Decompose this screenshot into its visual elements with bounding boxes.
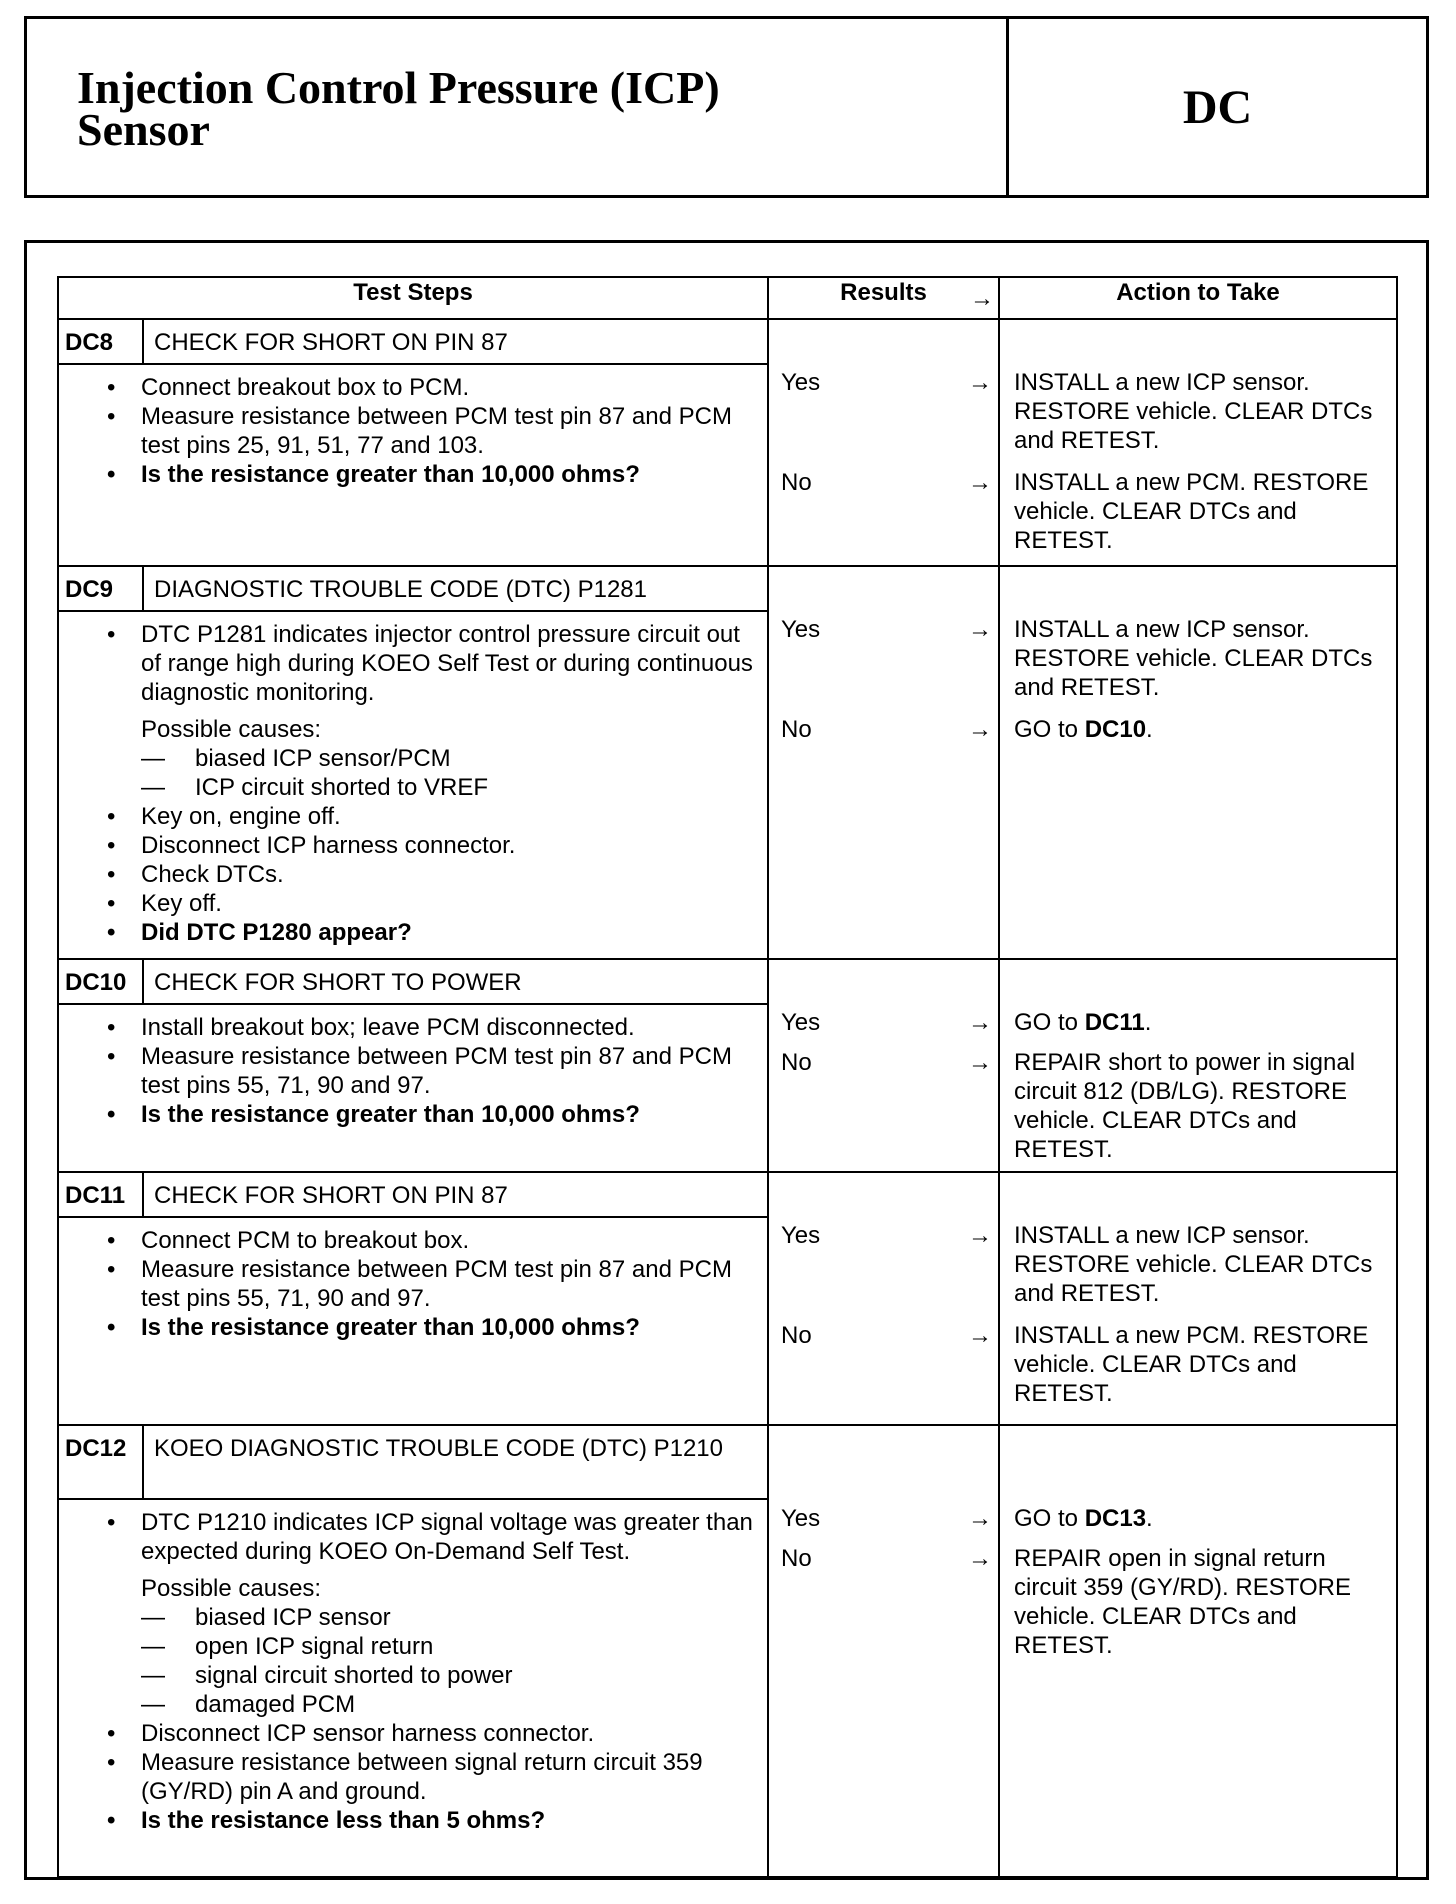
page-header: [24, 16, 1429, 198]
arrow-right-icon: →: [968, 469, 992, 496]
list-item: • Disconnect ICP harness connector.: [99, 831, 757, 860]
arrow-right-icon: →: [968, 1049, 992, 1076]
arrow-right-icon: →: [968, 716, 992, 743]
step-code: DC11: [58, 1172, 143, 1217]
step-body: [58, 1499, 768, 1877]
col-results: Results →: [768, 277, 999, 319]
list-item: • Check DTCs.: [99, 860, 757, 889]
result-no: No: [781, 716, 812, 743]
step-actions: [999, 566, 1397, 959]
step-actions: [999, 319, 1397, 566]
list-item: • DTC P1210 indicates ICP signal voltage was greater than expected during KOEO On-Demand Self Test.: [99, 1508, 757, 1566]
step-question: • Is the resistance greater than 10,000 ohms?: [99, 1313, 757, 1342]
cause-item: — ICP circuit shorted to VREF: [141, 774, 488, 801]
cause-item: — biased ICP sensor/PCM: [141, 745, 451, 772]
action-yes: GO to DC11.: [1014, 1009, 1152, 1036]
arrow-right-icon: →: [968, 1545, 992, 1572]
cause-item: — signal circuit shorted to power: [141, 1662, 513, 1689]
causes-label: Possible causes:: [141, 716, 322, 743]
step-results: [768, 566, 999, 959]
action-no: REPAIR short to power in signal circuit 812 (DB/LG). RESTORE vehicle. CLEAR DTCs and RETEST.: [1014, 1049, 1356, 1163]
step-title: KOEO DIAGNOSTIC TROUBLE CODE (DTC) P1210: [143, 1425, 768, 1499]
action-yes: INSTALL a new ICP sensor. RESTORE vehicle. CLEAR DTCs and RETEST.: [1014, 616, 1373, 701]
list-item: • Disconnect ICP sensor harness connector.: [99, 1719, 757, 1748]
causes-label: Possible causes:: [141, 1575, 322, 1602]
result-no: No: [781, 1049, 812, 1076]
goto-step-link[interactable]: DC13: [1084, 1505, 1147, 1532]
step-question: • Did DTC P1280 appear?: [99, 918, 757, 947]
step-results: [768, 959, 999, 1172]
goto-step-link[interactable]: DC10: [1084, 716, 1147, 743]
section-code: DC: [1182, 80, 1253, 134]
possible-causes: [99, 715, 757, 802]
table-row: [58, 566, 1397, 611]
cause-item: — open ICP signal return: [141, 1633, 434, 1660]
list-item: • Key off.: [99, 889, 757, 918]
col-test-steps: Test Steps: [58, 277, 768, 319]
step-body: [58, 1004, 768, 1172]
step-title: CHECK FOR SHORT TO POWER: [143, 959, 768, 1004]
step-actions: [999, 1172, 1397, 1425]
action-yes: INSTALL a new ICP sensor. RESTORE vehicle. CLEAR DTCs and RETEST.: [1014, 369, 1373, 454]
arrow-right-icon: →: [970, 285, 994, 312]
arrow-right-icon: →: [968, 369, 992, 396]
result-yes: Yes: [781, 1009, 821, 1036]
step-actions: [999, 959, 1397, 1172]
step-code: DC12: [58, 1425, 143, 1499]
list-item: • Key on, engine off.: [99, 802, 757, 831]
step-results: [768, 319, 999, 566]
table-row: [58, 1425, 1397, 1499]
step-question: • Is the resistance less than 5 ohms?: [99, 1806, 757, 1835]
step-results: [768, 1172, 999, 1425]
title-line-1: Injection Control Pressure (ICP): [77, 62, 720, 113]
arrow-right-icon: →: [968, 1505, 992, 1532]
step-code: DC10: [58, 959, 143, 1004]
step-body: [58, 364, 768, 566]
step-actions: [999, 1425, 1397, 1877]
test-steps-table: [57, 276, 1398, 1878]
arrow-right-icon: →: [968, 1222, 992, 1249]
arrow-right-icon: →: [968, 616, 992, 643]
result-no: No: [781, 469, 812, 496]
arrow-right-icon: →: [968, 1009, 992, 1036]
result-yes: Yes: [781, 1505, 821, 1532]
step-code: DC9: [58, 566, 143, 611]
list-item: • Install breakout box; leave PCM disconnected.: [99, 1013, 757, 1042]
step-results: [768, 1425, 999, 1877]
list-item: • Connect breakout box to PCM.: [99, 373, 757, 402]
col-action: Action to Take: [999, 277, 1397, 319]
action-no: INSTALL a new PCM. RESTORE vehicle. CLEAR DTCs and RETEST.: [1014, 469, 1369, 554]
arrow-right-icon: →: [968, 1322, 992, 1349]
action-no: INSTALL a new PCM. RESTORE vehicle. CLEAR DTCs and RETEST.: [1014, 1322, 1369, 1407]
result-yes: Yes: [781, 369, 821, 396]
step-question: • Is the resistance greater than 10,000 ohms?: [99, 1100, 757, 1129]
result-yes: Yes: [781, 616, 821, 643]
result-no: No: [781, 1545, 812, 1572]
step-title: CHECK FOR SHORT ON PIN 87: [143, 319, 768, 364]
table-row: [58, 319, 1397, 364]
action-yes: GO to DC13.: [1014, 1505, 1153, 1532]
step-body: [58, 611, 768, 959]
list-item: • DTC P1281 indicates injector control pressure circuit out of range high during KOEO Self Test or during continuous diagnostic monitoring.: [99, 620, 757, 707]
title-line-2: Sensor: [77, 104, 210, 155]
list-item: • Measure resistance between PCM test pin 87 and PCM test pins 55, 71, 90 and 97.: [99, 1255, 757, 1313]
list-item: • Measure resistance between signal return circuit 359 (GY/RD) pin A and ground.: [99, 1748, 757, 1806]
table-row: [58, 1172, 1397, 1217]
list-item: • Measure resistance between PCM test pin 87 and PCM test pins 25, 91, 51, 77 and 103.: [99, 402, 757, 460]
goto-step-link[interactable]: DC11: [1084, 1009, 1145, 1036]
action-no: GO to DC10.: [1014, 716, 1153, 743]
list-item: • Connect PCM to breakout box.: [99, 1226, 757, 1255]
step-body: [58, 1217, 768, 1425]
cause-item: — biased ICP sensor: [141, 1604, 391, 1631]
page-title: [77, 62, 720, 155]
action-no: REPAIR open in signal return circuit 359 (GY/RD). RESTORE vehicle. CLEAR DTCs and RETEST.: [1014, 1545, 1351, 1659]
table-row: [58, 959, 1397, 1004]
action-yes: INSTALL a new ICP sensor. RESTORE vehicle. CLEAR DTCs and RETEST.: [1014, 1222, 1373, 1307]
step-title: DIAGNOSTIC TROUBLE CODE (DTC) P1281: [143, 566, 768, 611]
list-item: • Measure resistance between PCM test pin 87 and PCM test pins 55, 71, 90 and 97.: [99, 1042, 757, 1100]
table-header-row: [58, 277, 1397, 319]
possible-causes: [99, 1574, 757, 1719]
step-code: DC8: [58, 319, 143, 364]
cause-item: — damaged PCM: [141, 1691, 356, 1718]
step-title: CHECK FOR SHORT ON PIN 87: [143, 1172, 768, 1217]
result-yes: Yes: [781, 1222, 821, 1249]
step-question: • Is the resistance greater than 10,000 ohms?: [99, 460, 757, 489]
result-no: No: [781, 1322, 812, 1349]
